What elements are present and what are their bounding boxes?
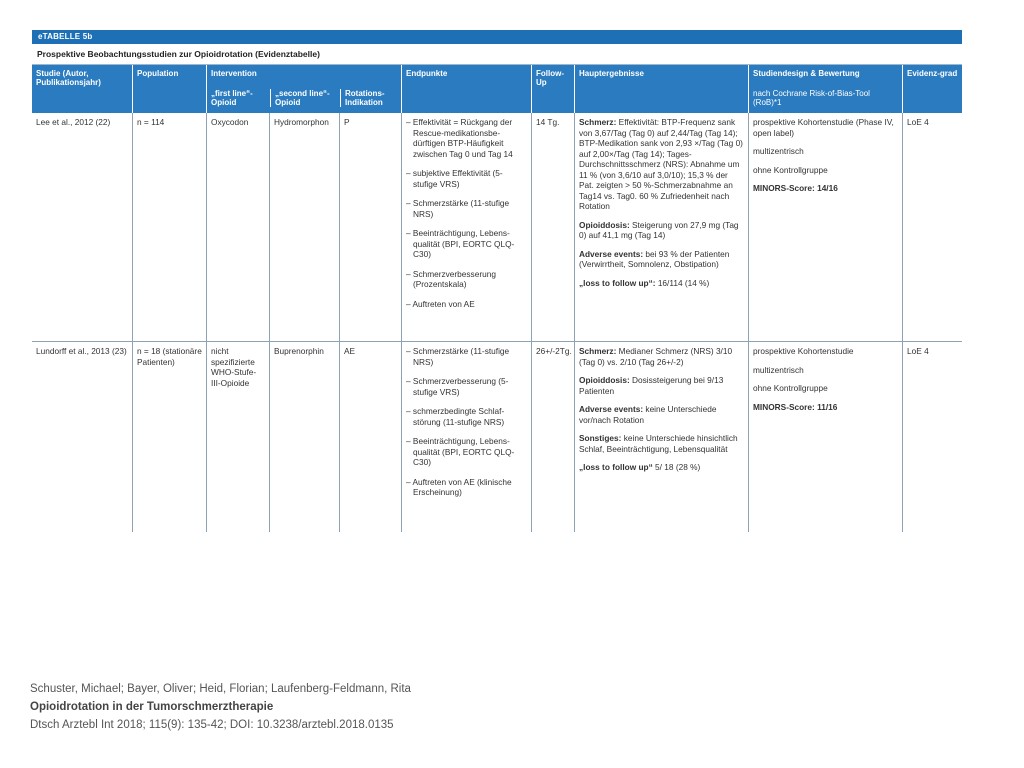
design-item: prospektive Kohortenstudie [753,346,854,356]
endpoint-item: – Beeinträchtigung, Lebens-qualität (BPI, EORTC QLQ-C30) [406,436,527,468]
header-population: Population [132,65,206,113]
evidence-table-document [32,30,962,546]
header-design-sub: nach Cochrane Risk-of-Bias-Tool (RoB)*1 [753,89,870,107]
table-row [32,342,962,532]
result-text: bei 93 % der Patienten (Verwirrtheit, Somnolenz, Obstipation) [579,248,730,269]
result-text: keine Unterschiede hinsichtlich Schlaf, Beeinträchtigung, Lebensqualität [579,433,738,454]
endpoint-item: – Schmerzstärke (11-stufige NRS) [406,346,527,367]
header-intervention-label: Intervention [211,69,257,78]
result-item [579,278,744,289]
design-item: prospektive Kohortenstudie (Phase IV, open label) [753,117,894,138]
citation-authors: Schuster, Michael; Bayer, Oliver; Heid, Florian; Laufenberg-Feldmann, Rita [30,683,411,695]
rotation-cell: AE [339,342,401,532]
table-header-row [32,65,962,113]
result-label: Adverse events: [579,248,644,259]
design-item: multizentrisch [753,364,804,375]
result-item [579,433,744,454]
header-endpoints: Endpunkte [401,65,531,113]
endpoint-item: – Schmerzverbesserung (5-stufige VRS) [406,376,527,397]
result-text: Dosissteigerung bei 9/13 Patienten [579,375,724,396]
result-text: 5/ 18 (28 %) [652,462,701,472]
header-design [748,65,902,113]
study-cell: Lundorff et al., 2013 (23) [36,346,127,356]
endpoint-item: – subjektive Effektivität (5-stufige VRS) [406,168,527,189]
second-line-cell: Hydromorphon [269,113,339,341]
study-cell: Lee et al., 2012 (22) [36,117,111,127]
followup-cell: 14 Tg. [531,113,574,341]
header-results: Hauptergebnisse [574,65,748,113]
result-item [579,375,744,396]
minors-score: MINORS-Score: 14/16 [753,183,838,193]
endpoint-item: – Effektivität = Rückgang der Rescue-medikationsbe-dürftigen BTP-Häufigkeit zwischen Tag 0 und Tag 14 [406,117,527,159]
result-label: Schmerz: [579,346,617,356]
result-label: Opioiddosis: [579,375,630,385]
design-cell [748,342,902,532]
population-cell: n = 18 (stationäre Patienten) [132,342,206,532]
header-first-line: „first line“-Opioid [211,89,253,107]
header-followup: Follow-Up [531,65,574,113]
endpoints-cell [401,342,531,532]
table-row [32,113,962,342]
result-text: Medianer Schmerz (NRS) 3/10 (Tag 0) vs. 2/10 (Tag 26+/-2) [579,346,733,367]
result-label: „loss to follow up“ [579,462,653,472]
result-item [579,220,744,241]
endpoint-item: – Schmerzverbesserung (Prozentskala) [406,269,527,290]
header-second-line: „second line“-Opioid [270,89,340,107]
first-line-cell: Oxycodon [206,113,269,341]
results-cell [574,113,748,341]
result-label: Adverse events: [579,404,644,414]
evidence-cell: LoE 4 [902,342,962,532]
endpoint-item: – Beeinträchtigung, Lebens-qualität (BPI, EORTC QLQ-C30) [406,228,527,260]
header-design-label: Studiendesign & Bewertung [753,69,860,78]
result-label: Schmerz: [579,117,617,127]
endpoint-item: – Schmerzstärke (11-stufige NRS) [406,198,527,219]
minors-score: MINORS-Score: 11/16 [753,401,838,412]
design-item: multizentrisch [753,146,804,156]
second-line-cell: Buprenorphin [269,342,339,532]
result-text: keine Unterschiede vor/nach Rotation [579,404,717,425]
result-label: Sonstiges: [579,433,622,443]
followup-cell: 26+/-2Tg. [531,342,574,532]
design-item: ohne Kontrollgruppe [753,164,828,175]
table-label: eTABELLE 5b [32,30,962,44]
result-text: Effektivität: BTP-Frequenz sank von 3,67/Tag (Tag 0) auf 2,44/Tag (Tag 14); BTP-Medikation sank von 2,93 ×/Tag (Tag 0) auf 2,00×/Tag (Tag 14); Tages-Durchschnittsschmerz (NRS): Abnahme um 11 % (von 3,6/10 auf 3,0/10); 15,3 % der Pat. zeigten > 50 %-Schmerzabnahme an Tag14 vs. Tag0. 60 % Zufriedenheit nach Rotation [579,117,743,211]
results-cell [574,342,748,532]
result-item [579,117,744,212]
result-item [579,404,744,425]
result-label: „loss to follow up“: [579,277,656,288]
result-text: 16/114 (14 %) [655,277,710,288]
rotation-cell: P [339,113,401,341]
evidence-cell: LoE 4 [902,113,962,341]
result-item [579,346,744,367]
header-rotation: Rotations-Indikation [340,89,402,107]
result-label: Opioiddosis: [579,219,630,230]
citation-source: Dtsch Arztebl Int 2018; 115(9): 135-42; DOI: 10.3238/arztebl.2018.0135 [30,719,394,731]
endpoint-item: – schmerzbedingte Schlaf-störung (11-stufige NRS) [406,406,527,427]
table-title: Prospektive Beobachtungsstudien zur Opioidrotation (Evidenztabelle) [32,44,962,65]
endpoint-item: – Auftreten von AE [406,299,527,310]
header-evidence: Evidenz-grad [902,65,962,113]
endpoints-cell [401,113,531,341]
header-intervention [206,65,401,113]
citation-title: Opioidrotation in der Tumorschmerztherapie [30,701,274,713]
result-item [579,462,744,473]
design-item: ohne Kontrollgruppe [753,383,828,393]
population-cell: n = 114 [132,113,206,341]
design-cell [748,113,902,341]
header-study: Studie (Autor, Publikationsjahr) [36,69,101,87]
result-text: Steigerung von 27,9 mg (Tag 0) auf 41,1 mg (Tag 14) [579,219,739,240]
endpoint-item: – Auftreten von AE (klinische Erscheinung) [406,477,527,498]
result-item [579,249,744,270]
first-line-cell: nicht spezifizierte WHO-Stufe-III-Opioide [206,342,269,532]
citation-block [30,680,730,734]
